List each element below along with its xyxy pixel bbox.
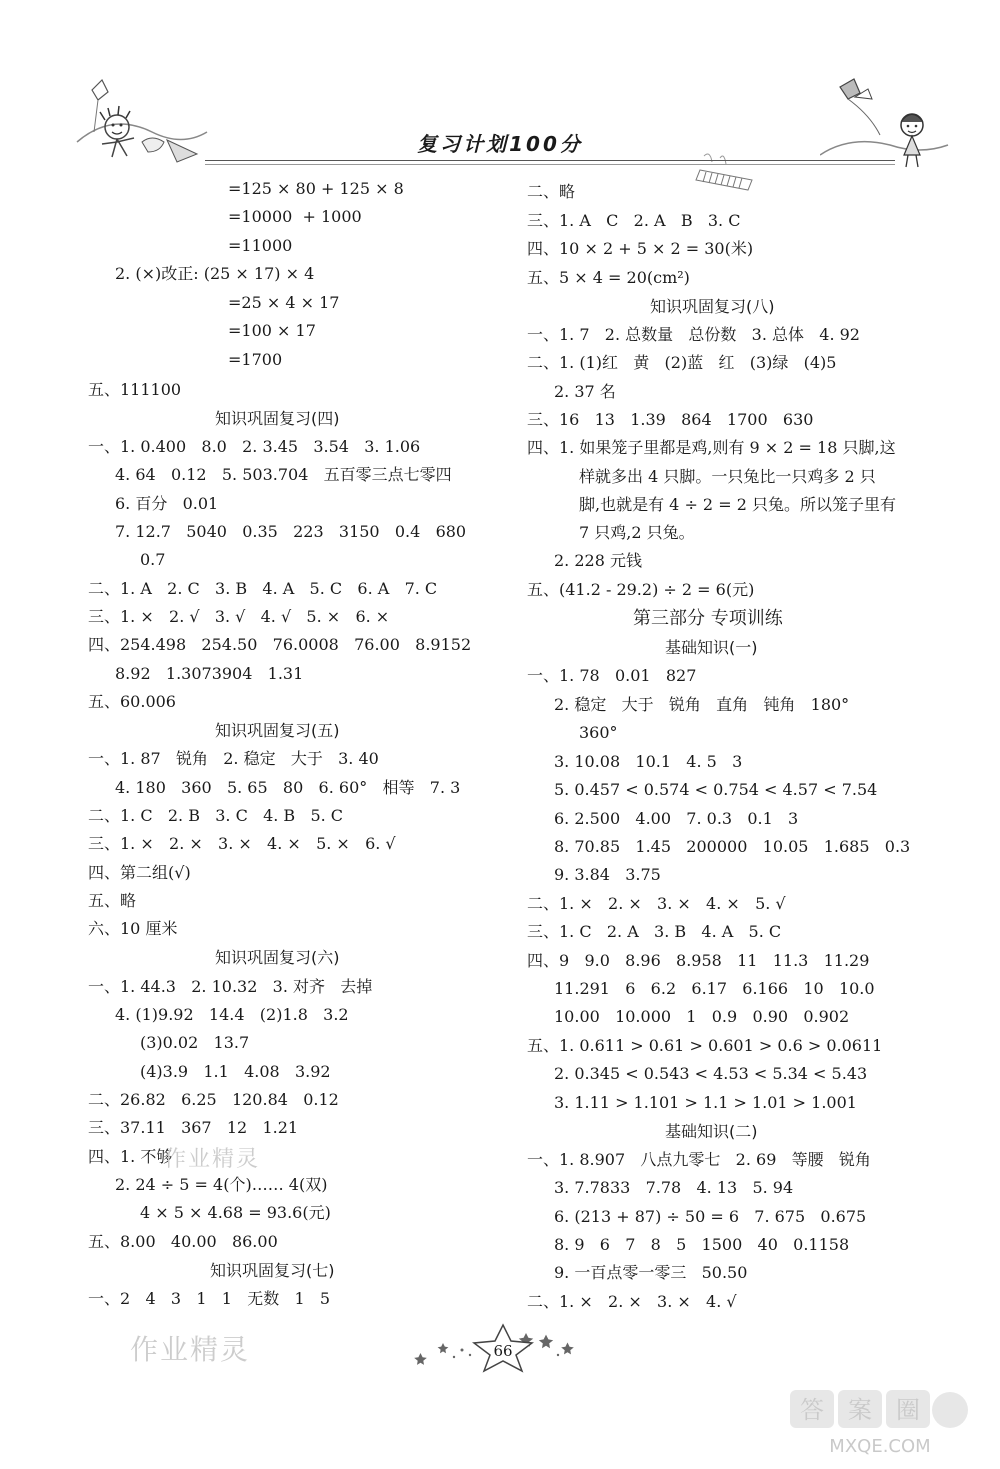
text-line: 二、1. C 2. B 3. C 4. B 5. C: [88, 806, 344, 825]
text-line: 一、1. 0.400 8.0 2. 3.45 3.54 3. 1.06: [88, 437, 421, 456]
text-line: 3. 1.11 > 1.101 > 1.1 > 1.01 > 1.001: [554, 1093, 857, 1112]
text-line: (3)0.02 13.7: [140, 1033, 250, 1052]
section-heading: 知识巩固复习(四): [215, 409, 340, 428]
text-line: 四、9 9.0 8.96 8.958 11 11.3 11.29: [527, 951, 870, 970]
text-line: 五、5 × 4 = 20(cm²): [527, 268, 690, 287]
text-line: =25 × 4 × 17: [228, 293, 340, 312]
text-line: 一、1. 44.3 2. 10.32 3. 对齐 去掉: [88, 977, 373, 996]
header-title: 复习计划100分: [417, 132, 583, 156]
text-line: 11.291 6 6.2 6.17 6.166 10 10.0: [554, 979, 875, 998]
header-divider-thin: [205, 164, 895, 165]
text-line: 9. 3.84 3.75: [554, 865, 661, 884]
text-line: 4. (1)9.92 14.4 (2)1.8 3.2: [115, 1005, 349, 1024]
text-line: 8.92 1.3073904 1.31: [115, 664, 304, 683]
text-line: 二、1. × 2. × 3. × 4. × 5. √: [527, 894, 786, 913]
page-number: 66: [493, 1342, 513, 1360]
text-line: 二、26.82 6.25 120.84 0.12: [88, 1090, 339, 1109]
header-divider: [205, 160, 895, 161]
text-line: 2. 24 ÷ 5 = 4(个)…… 4(双): [115, 1175, 328, 1194]
text-line: 样就多出 4 只脚。一只兔比一只鸡多 2 只: [579, 467, 876, 486]
section-heading: 知识巩固复习(五): [215, 721, 340, 740]
text-line: 7 只鸡,2 只兔。: [579, 523, 695, 542]
watermark-char: 圈: [896, 1396, 920, 1424]
text-line: 9. 一百点零一零三 50.50: [554, 1263, 748, 1282]
text-line: 四、1. 不够: [88, 1147, 173, 1166]
watermark-url: MXQE.COM: [829, 1436, 931, 1457]
text-line: 脚,也就是有 4 ÷ 2 = 2 只兔。所以笼子里有: [579, 495, 896, 514]
text-line: =125 × 80 + 125 × 8: [228, 179, 404, 198]
text-line: 三、1. C 2. A 3. B 4. A 5. C: [527, 922, 782, 941]
watermark-char: 案: [848, 1396, 872, 1424]
text-line: 一、1. 8.907 八点九零七 2. 69 等腰 锐角: [527, 1150, 871, 1169]
text-line: 4. 180 360 5. 65 80 6. 60° 相等 7. 3: [115, 778, 461, 797]
section-heading: 知识巩固复习(八): [650, 297, 775, 316]
text-line: 6. (213 + 87) ÷ 50 = 6 7. 675 0.675: [554, 1207, 867, 1226]
text-line: 六、10 厘米: [88, 919, 178, 938]
text-line: =100 × 17: [228, 321, 316, 340]
watermark-middle: 作业精灵: [164, 1147, 261, 1172]
text-line: =11000: [228, 236, 293, 255]
text-line: 2. 稳定 大于 锐角 直角 钝角 180°: [554, 695, 850, 714]
text-line: 五、60.006: [88, 692, 176, 711]
text-line: 8. 9 6 7 8 5 1500 40 0.1158: [554, 1235, 850, 1254]
text-line: 一、1. 7 2. 总数量 总份数 3. 总体 4. 92: [527, 325, 860, 344]
text-line: 五、略: [88, 891, 137, 910]
text-line: (4)3.9 1.1 4.08 3.92: [140, 1062, 331, 1081]
text-line: 四、254.498 254.50 76.0008 76.00 8.9152: [88, 635, 472, 654]
watermark-char: 答: [800, 1396, 824, 1424]
section-heading: 知识巩固复习(六): [215, 948, 340, 967]
text-line: 2. 37 名: [554, 382, 616, 401]
text-line: 0.7: [140, 550, 166, 569]
text-line: 3. 10.08 10.1 4. 5 3: [554, 752, 743, 771]
text-line: =10000 + 1000: [228, 207, 362, 226]
text-line: 4 × 5 × 4.68 = 93.6(元): [140, 1203, 331, 1222]
text-line: 2. 0.345 < 0.543 < 4.53 < 5.34 < 5.43: [554, 1064, 868, 1083]
text-line: 五、111100: [88, 380, 182, 399]
text-line: 360°: [579, 723, 618, 742]
text-line: 四、第二组(√): [88, 863, 191, 882]
text-line: 四、1. 如果笼子里都是鸡,则有 9 × 2 = 18 只脚,这: [527, 438, 896, 457]
text-line: 8. 70.85 1.45 200000 10.05 1.685 0.3: [554, 837, 911, 856]
text-line: 三、1. × 2. × 3. × 4. × 5. × 6. √: [88, 834, 396, 853]
text-line: 二、1. (1)红 黄 (2)蓝 红 (3)绿 (4)5: [527, 353, 837, 372]
text-line: 二、1. A 2. C 3. B 4. A 5. C 6. A 7. C: [88, 579, 438, 598]
text-line: 二、1. × 2. × 3. × 4. √: [527, 1292, 737, 1311]
text-line: 4. 64 0.12 5. 503.704 五百零三点七零四: [115, 465, 452, 484]
section-heading: 知识巩固复习(七): [210, 1261, 335, 1280]
text-line: 一、2 4 3 1 1 无数 1 5: [88, 1289, 331, 1308]
text-line: 三、1. A C 2. A B 3. C: [527, 211, 741, 230]
text-line: 三、1. × 2. √ 3. √ 4. √ 5. × 6. ×: [88, 607, 390, 626]
text-line: 四、10 × 2 + 5 × 2 = 30(米): [527, 239, 754, 258]
text-line: 2. (×)改正: (25 × 17) × 4: [115, 264, 315, 283]
watermark-bottom-left: 作业精灵: [130, 1333, 251, 1366]
text-line: 7. 12.7 5040 0.35 223 3150 0.4 680: [115, 522, 467, 541]
section-heading: 基础知识(二): [665, 1122, 758, 1141]
text-line: 二、略: [527, 182, 576, 201]
text-line: 一、1. 87 锐角 2. 稳定 大于 3. 40: [88, 749, 379, 768]
text-line: 6. 百分 0.01: [115, 494, 219, 513]
part-heading: 第三部分 专项训练: [633, 608, 783, 629]
text-line: 五、1. 0.611 > 0.61 > 0.601 > 0.6 > 0.0611: [527, 1036, 883, 1055]
text-line: 5. 0.457 < 0.574 < 0.754 < 4.57 < 7.54: [554, 780, 878, 799]
text-line: 一、1. 78 0.01 827: [527, 666, 697, 685]
text-line: 三、16 13 1.39 864 1700 630: [527, 410, 814, 429]
text-line: 五、8.00 40.00 86.00: [88, 1232, 278, 1251]
text-line: 2. 228 元钱: [554, 551, 642, 570]
text-line: 3. 7.7833 7.78 4. 13 5. 94: [554, 1178, 794, 1197]
text-line: 10.00 10.000 1 0.9 0.90 0.902: [554, 1007, 850, 1026]
text-line: =1700: [228, 350, 283, 369]
text-line: 五、(41.2 - 29.2) ÷ 2 = 6(元): [527, 580, 755, 599]
text-line: 6. 2.500 4.00 7. 0.3 0.1 3: [554, 809, 799, 828]
text-line: 三、37.11 367 12 1.21: [88, 1118, 299, 1137]
mxqe-watermark-logo: [780, 1380, 980, 1460]
section-heading: 基础知识(一): [665, 638, 758, 657]
